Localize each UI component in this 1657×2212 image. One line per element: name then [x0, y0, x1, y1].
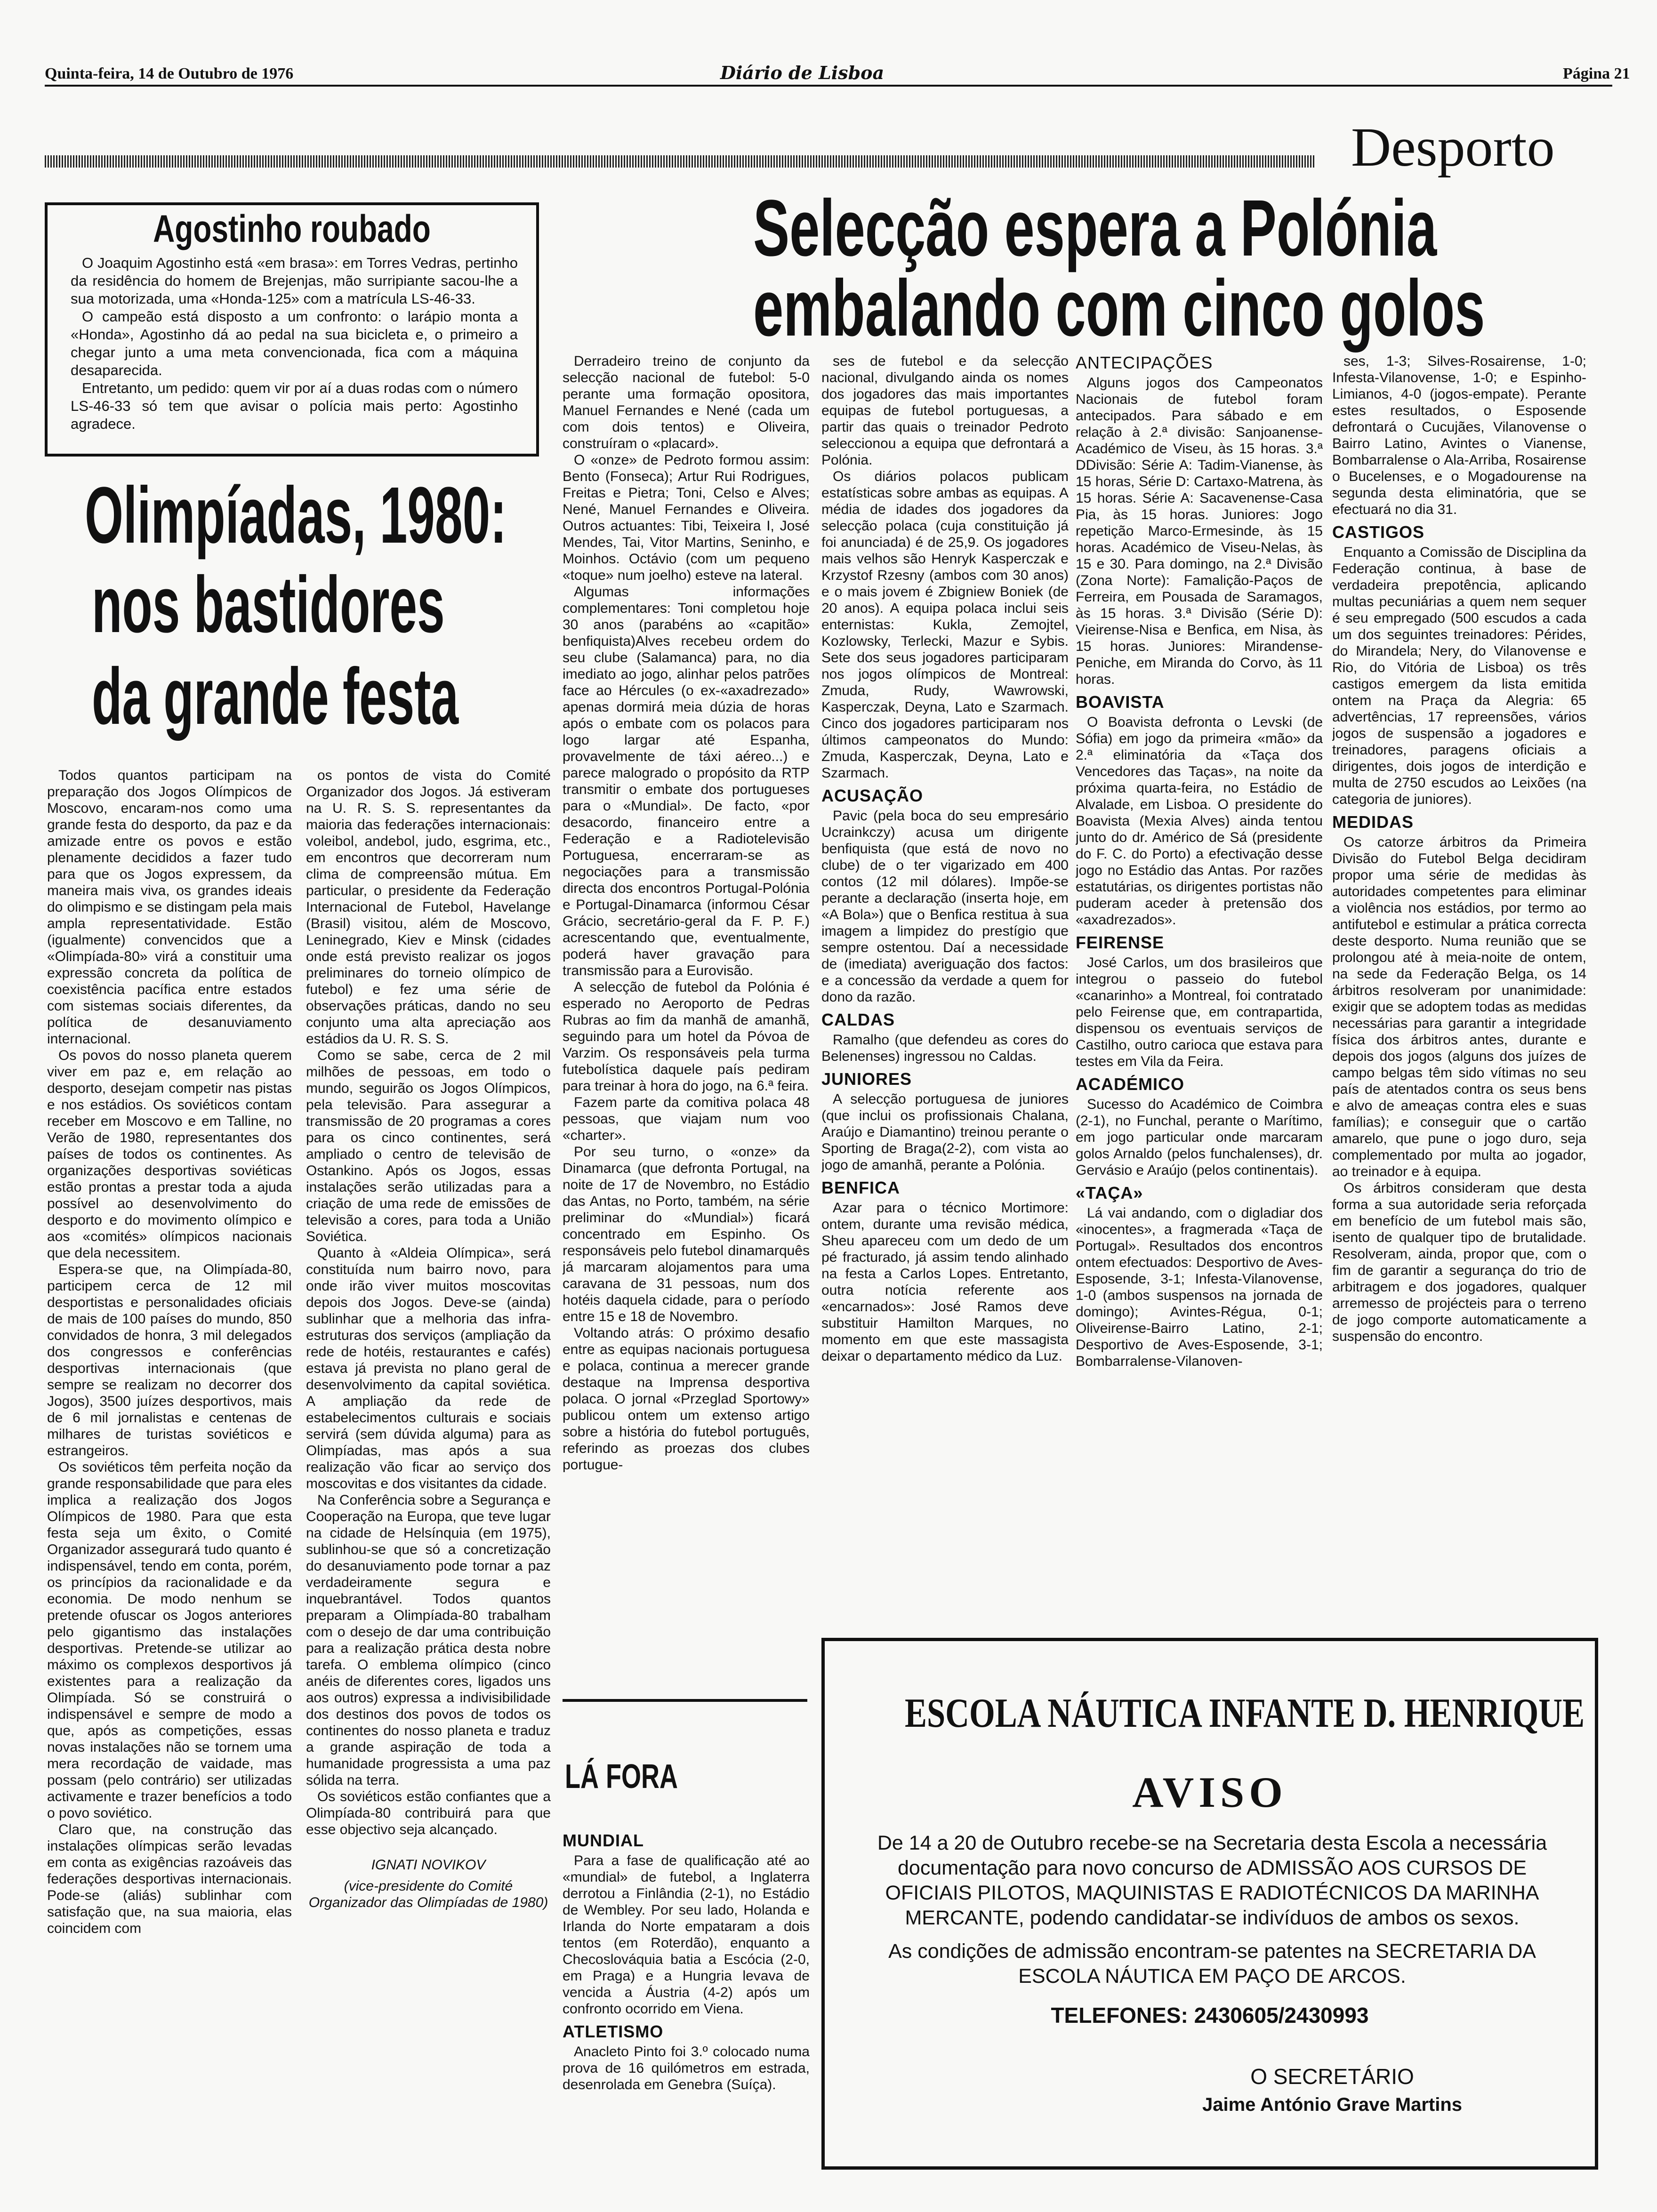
section-heading: CASTIGOS [1332, 522, 1425, 542]
agostinho-para: O Joaquim Agostinho está «em brasa»: em Torres Vedras, pertinho da residência do homem de Brejenjas, mão surripiante sacou-lhe a sua motorizada, uma «Honda-125» com a matrícula LS-46-33. [71, 255, 518, 307]
section-heading: MUNDIAL [563, 1831, 644, 1850]
agostinho-text [71, 254, 518, 452]
para: Algumas informações complementares: Toni completou hoje 30 anos (parabéns ao «capitão» benfiquista)Alves recebeu ordem do seu clube (Salamanca) para, no dia imediato ao jogo, alinhar pelos patrões face ao Hércules (o ex-«axadrezado» apenas dormirá meia dúzia de horas após o embate com os polacos para logo largar até Espanha, provavelmente de táxi aéreo...) e parece malogrado o propósito da RTP transmitir o embate dos portugueses para o «Mundial». De facto, «por desacordo, financeiro entre a Federação e a Radiotelevisão Portuguesa, encerraram-se as negociações para a transmissão directa dos encontros Portugal-Polónia e Portugal-Dinamarca (informou César Grácio, secretário-geral da F. P. F.) acrescentando que, eventualmente, poderá haver gravação para transmissão para a Eurovisão. [563, 584, 810, 978]
section-heading: JUNIORES [821, 1069, 912, 1089]
header-date: Quinta-feira, 14 de Outubro de 1976 [45, 65, 294, 82]
section-band [45, 155, 1316, 168]
masthead: Diário de Lisboa [720, 62, 885, 83]
para: Na Conferência sobre a Segurança e Cooperação na Europa, que teve lugar na cidade de Helsínquia (em 1975), sublinhou-se que só a concretização do desanuviamento pode tornar a paz verdadeiramente segura e inquebrantável. Todos quantos preparam a Olimpíada-80 trabalham com o desejo de dar uma contribuição para a realização prática desta nobre tarefa. O emblema olímpico (cinco anéis de diferentes cores, ligados uns aos outros) expressa a indivisibilidade dos destinos dos povos de todos os continentes do nosso planeta e traduz a grande aspiração de toda a humanidade progressista a uma paz sólida na terra. [306, 1492, 551, 1788]
section-heading: CALDAS [821, 1010, 895, 1029]
page-number: Página 21 [1563, 65, 1630, 82]
para: Pavic (pela boca do seu empresário Ucrainkczy) acusa um dirigente benfiquista (que está de novo no clube) de o ter vigarizado em 400 contos (12 mil dólares). Impõe-se perante a declaração (inserta hoje, em «A Bola») que o Benfica restitua à sua imagem a limpidez do prestígio que sempre ostentou. Daí a necessidade de (imediata) averiguação dos factos: e a concessão da verdade a quem for dono da razão. [821, 808, 1069, 1005]
la-fora-title: LÁ FORA [565, 1758, 678, 1795]
seleccao-col3 [563, 353, 810, 1699]
section-heading: ACADÉMICO [1076, 1074, 1184, 1094]
main-headline-line2: embalando com cinco golos [753, 264, 1485, 353]
para: Os soviéticos estão confiantes que a Olimpíada-80 contribuirá para que esse objectivo seja alcançado. [306, 1789, 551, 1837]
ad-aviso: AVISO [1132, 1768, 1287, 1816]
para: Os catorze árbitros da Primeira Divisão do Futebol Belga decidiram propor uma série de medidas às autoridades competentes para eliminar a violência nos estádios, por termo ao antifutebol e estimular a prática correcta deste desporto. Numa reunião que se prolongou até à meia-noite de ontem, na sede da Federação Belga, os 14 árbitros resolveram por unanimidade: exigir que se adoptem todas as medidas necessárias para garantir a integridade física dos árbitros antes, durante e depois dos jogos (alguns dos juízes de campo belgas têm sido vítimas no seu país de atentados contra os seus bens e alvo de ameaças contra eles e suas famílias); e conseguir que o cartão amarelo, que pune o jogo duro, seja complementado por multa ao jogador, ao treinador e à equipa. [1332, 834, 1586, 1179]
ad-paragraph-2: As condições de admissão encontram-se patentes na SECRETARIA DA ESCOLA NÁUTICA EM PAÇO DE ARCOS. [888, 1940, 1536, 1988]
para: Voltando atrás: O próximo desafio entre as equipas nacionais portuguesa e polaca, continua a merecer grande destaque na Imprensa desportiva polaca. O jornal «Przeglad Sportowy» publicou ontem um extenso artigo sobre a história do futebol português, referindo as proezas dos clubes portugue- [563, 1325, 810, 1473]
para: Para a fase de qualificação até ao «mundial» de futebol, a Inglaterra derrotou a Finlândia (2-1), no Estádio de Wembley. Por seu lado, Holanda e Irlanda do Norte empataram a dois tentos (em Roterdão), enquanto a Checoslováquia batia a Escócia (2-0, em Praga) e a Hungria levava de vencida a Áustria (4-2) após um confronto ocorrido em Viena. [563, 1853, 810, 2017]
para: O «onze» de Pedroto formou assim: Bento (Fonseca); Artur Rui Rodrigues, Freitas e Pietra; Toni, Celso e Alves; Nené, Manuel Fernandes e Oliveira. Outros actuantes: Tibi, Teixeira I, José Mendes, Tai, Vitor Martins, Seninho, e Moinhos. Octávio (com um pequeno «toque» num joelho) esteve na lateral. [563, 452, 810, 583]
para: Enquanto a Comissão de Disciplina da Federação continua, à base de verdadeira prepotência, aplicando multas pecuniárias a quem nem sequer é seu empregado (500 escudos a cada um dos seguintes treinadores: Pérides, do Mirandela; Nery, do Vilanovense e Rio, do Vitória de Lisboa) os três castigos emergem da lista emitida ontem na Praça da Alegria: 65 advertências, 17 repreensões, vários jogos de suspensão a jogadores e treinadores, paragens oficiais a dirigentes, dois jogos de interdição e multa de 2750 escudos ao Leixões (na categoria de juniores). [1332, 545, 1586, 807]
main-headline-line1: Selecção espera a Polónia [753, 184, 1437, 273]
olimpiadas-col2 [306, 767, 551, 2198]
para: O Boavista defronta o Levski (de Sófia) em jogo da primeira «mão» da 2.ª eliminatória da «Taça dos Vencedores das Taças», na noite da próxima quarta-feira, no Estádio de Alvalade, em Lisboa. O presidente do Boavista (Mexia Alves) ainda tentou junto do dr. Américo de Sá (presidente do F. C. do Porto) a efectivação desse jogo no Estádio das Antas. Por razões estatutárias, os dirigentes portistas não puderam aceder à pretensão dos «axadrezados». [1076, 714, 1323, 928]
olimpiadas-headline-2: nos bastidores [92, 560, 445, 649]
ad-paragraph-1: De 14 a 20 de Outubro recebe-se na Secretaria desta Escola a necessária documentação para novo concurso de ADMISSÃO AOS CURSOS DE OFICIAIS PILOTOS, MAQUINISTAS E RADIOTÉCNICOS DA MARINHA MERCANTE, podendo candidatar-se indivíduos de ambos os sexos. [877, 1832, 1547, 1929]
para: Os árbitros consideram que desta forma a sua autoridade seria reforçada em benefício de um futebol mais são, isento de qualquer tipo de brutalidade. Resolveram, ainda, propor que, com o fim de garantir a segurança do trio de arbitragem e dos jogadores, qualquer arremesso de projécteis para o terreno de jogo comporte automaticamente a suspensão do encontro. [1332, 1180, 1586, 1344]
section-heading: «TAÇA» [1076, 1183, 1143, 1202]
seleccao-col5 [1076, 353, 1323, 1624]
para: os pontos de vista do Comité Organizador dos Jogos. Já estiveram na U. R. S. S. representantes da maioria das federações internacionais: voleibol, andebol, judo, esgrima, etc., em encontros que decorreram num clima de compreensão mútua. Em particular, o presidente da Federação Internacional de Futebol, Havelange (Brasil) visitou, além de Moscovo, Leninegrado, Kiev e Minsk (cidades onde está previsto realizar os jogos preliminares do torneio olímpico de futebol) e fez uma série de observações práticas, dando no seu conjunto uma alta apreciação aos estádios da U. R. S. S. [306, 768, 551, 1047]
section-heading: ANTECIPAÇÕES [1076, 353, 1213, 372]
olimpiadas-headline-1: Olimpíadas, 1980: [85, 471, 507, 560]
author-name: IGNATI NOVIKOV [371, 1857, 486, 1873]
ad-signature-name: Jaime António Grave Martins [1202, 2094, 1462, 2115]
para: Lá vai andando, com o digladiar dos «inocentes», a fragmerada «Taça de Portugal». Resultados dos encontros ontem efectuados: Desportivo de Aves-Esposende, 3-1; Infesta-Vilanovense, 1-0 (ambos suspensos na jornada de domingo); Avintes-Régua, 0-1; Oliveirense-Bairro Latino, 2-1; Desportivo de Aves-Esposende, 3-1; Bombarralense-Vilanoven- [1076, 1205, 1323, 1369]
para: Alguns jogos dos Campeonatos Nacionais de futebol foram antecipados. Para sábado e em relação à 2.ª divisão: Sanjoanense-Académico de Viseu, às 15 horas. 3.ª DDivisão: Série A: Tadim-Vianense, às 15 horas, Série D: Cartaxo-Matrena, às 15 horas. Série A: Sacavenense-Casa Pia, às 15 horas. Juniores: Jogo repetição Marco-Ermesinde, às 15 horas. Académico de Viseu-Nelas, às 15 e 30. Para domingo, na 2.ª Divisão (Zona Norte): Famalição-Paços de Ferreira, em Pousada de Saramagos, às 15 horas. 3.ª Divisão (Série D): Vieirense-Nisa e Benfica, em Nisa, às 15 horas. Juniores: Mirandense-Peniche, em Miranda do Corvo, às 11 horas. [1076, 375, 1323, 687]
la-fora-rule [563, 1699, 807, 1702]
para: Os soviéticos têm perfeita noção da grande responsabilidade que para eles implica a realização dos Jogos Olímpicos de 1980. Para que esta festa seja um êxito, o Comité Organizador assegurará tudo quanto é indispensável, tendo em conta, porém, os princípios da racionalidade e da economia. De modo nenhum se pretende ofuscar os Jogos anteriores pelo gigantismo das instalações desportivas. Pretende-se utilizar ao máximo os complexos desportivos já existentes para a realização da Olimpíada. Só se construirá o indispensável e sempre de modo a que, após as competições, essas novas instalações não se tornem uma mera recordação de vaidade, mas possam (pelo contrário) ser utilizadas activamente e trazer benefícios a todo o povo soviético. [47, 1459, 292, 1821]
para: Os povos do nosso planeta querem viver em paz e, em relação ao desporto, desejam competir nas pistas e nos estádios. Os soviéticos contam receber em Moscovo e em Talline, no Verão de 1980, representantes dos países de todos os continentes. As organizações desportivas soviéticas estão prontas a prestar toda a ajuda possível ao desenvolvimento do desporto e do movimento olímpico e aos «comités» olímpicos nacionais que dela necessitem. [47, 1048, 292, 1261]
ad-title: ESCOLA NÁUTICA INFANTE D. HENRIQUE [905, 1691, 1585, 1736]
para: Sucesso do Académico de Coimbra (2-1), no Funchal, perante o Marítimo, em jogo particular onde marcaram golos Arnaldo (pelos funchalenses), dr. Gervásio e Araújo (pelos continentais). [1076, 1097, 1323, 1178]
para: Azar para o técnico Mortimore: ontem, durante uma revisão médica, Sheu apareceu com um dedo de um pé fracturado, já assim tendo alinhado na festa a Carlos Lopes. Entretanto, outra notícia referente aos «encarnados»: José Ramos deve substituir Hamilton Marques, no momento em que este massagista deixar o departamento médico da Luz. [821, 1200, 1069, 1364]
section-heading: MEDIDAS [1332, 812, 1414, 832]
para: Quanto à «Aldeia Olímpica», será constituída num bairro novo, para onde irão viver muitos moscovitas depois dos Jogos. Deve-se (ainda) sublinhar que a melhoria das infra-estruturas dos serviços (ampliação da rede de hotéis, restaurantes e cafés) estava já prevista no plano geral de desenvolvimento da capital soviética. A ampliação da rede de estabelecimentos culturais e sociais servirá (sem dúvida alguma) para as Olimpíadas, mas após a sua realização vão ficar ao serviço dos moscovitas e dos visitantes da cidade. [306, 1245, 551, 1491]
section-heading: ATLETISMO [563, 2022, 664, 2041]
ad-signature-role: O SECRETÁRIO [1250, 2064, 1414, 2089]
section-heading: FEIRENSE [1076, 933, 1165, 952]
header-rule [45, 85, 1612, 87]
para: ses de futebol e da selecção nacional, divulgando ainda os nomes dos jogadores das mais importantes equipas de futebol portuguesas, a partir das quais o treinador Pedroto seleccionou a equipa que defrontará a Polónia. [821, 353, 1069, 468]
olimpiadas-headline-3: da grande festa [92, 652, 459, 741]
para: Claro que, na construção das instalações olímpicas serão levadas em conta as exigências razoáveis das federações desportivas internacionais. Pode-se (aliás) sublinhar com satisfação que, na sua maioria, elas coincidem com [47, 1822, 292, 1936]
author-note: (vice-presidente do Comité Organizador das Olimpíadas de 1980) [308, 1878, 548, 1910]
para: José Carlos, um dos brasileiros que integrou o passeio do futebol «canarinho» a Montreal, foi contratado pelo Feirense que, em contrapartida, dispensou os eventuais serviços de Castilho, outro carioca que estava para testes em Vila da Feira. [1076, 955, 1323, 1069]
para: Como se sabe, cerca de 2 mil milhões de pessoas, em todo o mundo, seguirão os Jogos Olímpicos, pela televisão. Para assegurar a transmissão de 20 programas a cores para os cinco continentes, será ampliado o centro de televisão de Ostankino. Após os Jogos, essas instalações serão utilizadas para a criação de uma rede de emissões de televisão a cores, para toda a União Soviética. [306, 1048, 551, 1244]
seleccao-col6 [1332, 353, 1586, 1624]
olimpiadas-col1 [47, 767, 292, 2198]
para: A selecção de futebol da Polónia é esperado no Aeroporto de Pedras Rubras ao fim da manhã de amanhã, seguindo para um hotel da Póvoa de Varzim. Os responsáveis pela turma futebolística daquele país pediram para treinar à hora do jogo, na 6.ª feira. [563, 979, 810, 1094]
para: Derradeiro treino de conjunto da selecção nacional de futebol: 5-0 perante uma formação opositora, Manuel Fernandes e Nené (cada um com dois tentos) e Oliveira, construíram o «placard». [563, 353, 810, 451]
para: Todos quantos participam na preparação dos Jogos Olímpicos de Moscovo, encaram-nos como uma grande festa do desporto, da paz e da amizade entre os povos e estão plenamente decididos a fazer tudo para que os Jogos expressem, da maneira mais viva, os grandes ideais do olimpismo e se distingam pela mais ampla representatividade. Estão (igualmente) convencidos que a «Olimpíada-80» virá a constituir uma expressão concreta da política de coexistência pacífica entre estados com sistemas sociais diferentes, da política de desanuviamento internacional. [47, 768, 292, 1047]
ad-phones: TELEFONES: 2430605/2430993 [1051, 2003, 1369, 2028]
para: Anacleto Pinto foi 3.º colocado numa prova de 16 quilómetros em estrada, desenrolada em Genebra (Suíça). [563, 2044, 810, 2092]
para: Ramalho (que defendeu as cores do Belenenses) ingressou no Caldas. [821, 1032, 1069, 1064]
section-heading: BENFICA [821, 1178, 900, 1197]
agostinho-para: O campeão está disposto a um confronto: o larápio monta a «Honda», Agostinho dá ao pedal na sua bicicleta e, o primeiro a chegar junto a uma meta convencionada, fica com a máquina desaparecida. [71, 308, 518, 378]
la-fora-text [563, 1826, 810, 2198]
seleccao-col4 [821, 353, 1069, 1624]
para: Os diários polacos publicam estatísticas sobre ambas as equipas. A média de idades dos jogadores da selecção polaca (cuja constituição já foi anunciada) é de 25,9. Os jogadores mais velhos são Henryk Kasperczak e Krzystof Rzesny (ambos com 30 anos) e o mais jovem é Zbigniew Boniek (de 20 anos). A equipa polaca inclui seis enternistas: Kukla, Zemojtel, Kozlowsky, Terlecki, Mazur e Sybis. Sete dos seus jogadores participaram nos jogos olímpicos de Montreal: Zmuda, Rudy, Wawrowski, Kasperczak, Deyna, Lato e Szarmach. Cinco dos jogadores participaram nos últimos campeonatos do Mundo: Zmuda, Kasperczak, Deyna, Lato e Szarmach. [821, 469, 1069, 781]
section-heading: BOAVISTA [1076, 692, 1165, 712]
para: A selecção portuguesa de juniores (que inclui os profissionais Chalana, Araújo e Diamantino) treinou perante o Sporting de Braga(2-2), com vista ao jogo de amanhã, perante a Polónia. [821, 1091, 1069, 1173]
section-heading: ACUSAÇÃO [821, 786, 924, 805]
para: Espera-se que, na Olimpíada-80, participem cerca de 12 mil desportistas e personalidades oficiais de mais de 100 países do mundo, 850 convidados de honra, 3 mil delegados dos congressos e conferências desportivas internacionais (que sempre se realizam no decorrer dos Jogos), 3500 juízes desportivos, mais de 6 mil jornalistas e centenas de milhares de turistas soviéticos e estrangeiros. [47, 1262, 292, 1459]
section-title: Desporto [1351, 116, 1555, 178]
para: Por seu turno, o «onze» da Dinamarca (que defronta Portugal, na noite de 17 de Novembro, no Estádio das Antas, no Porto, também, na série preliminar do «Mundial») ficará concentrado em Espinho. Os responsáveis pelo futebol dinamarquês já marcaram alojamentos para uma caravana de 31 pessoas, num dos hotéis daquela cidade, para o período entre 15 e 18 de Novembro. [563, 1144, 810, 1324]
agostinho-para: Entretanto, um pedido: quem vir por aí a duas rodas com o número LS-46-33 só tem que avisar o polícia mais perto: Agostinho agradece. [71, 380, 518, 432]
para: Fazem parte da comitiva polaca 48 pessoas, que viajam num voo «charter». [563, 1095, 810, 1143]
para: ses, 1-3; Silves-Rosairense, 1-0; Infesta-Vilanovense, 1-0; e Espinho-Limianos, 4-0 (jogos-empate). Perante estes resultados, o Esposende defrontará o Cucujães, Vilanovense o Bairro Latino, Avintes o Vianense, Bombarralense o Ala-Arriba, Rosairense o Bucelenses, e o Mogadourense na segunda desta eliminatória, que se efectuará no dia 31. [1332, 353, 1586, 517]
agostinho-title: Agostinho roubado [153, 208, 431, 250]
